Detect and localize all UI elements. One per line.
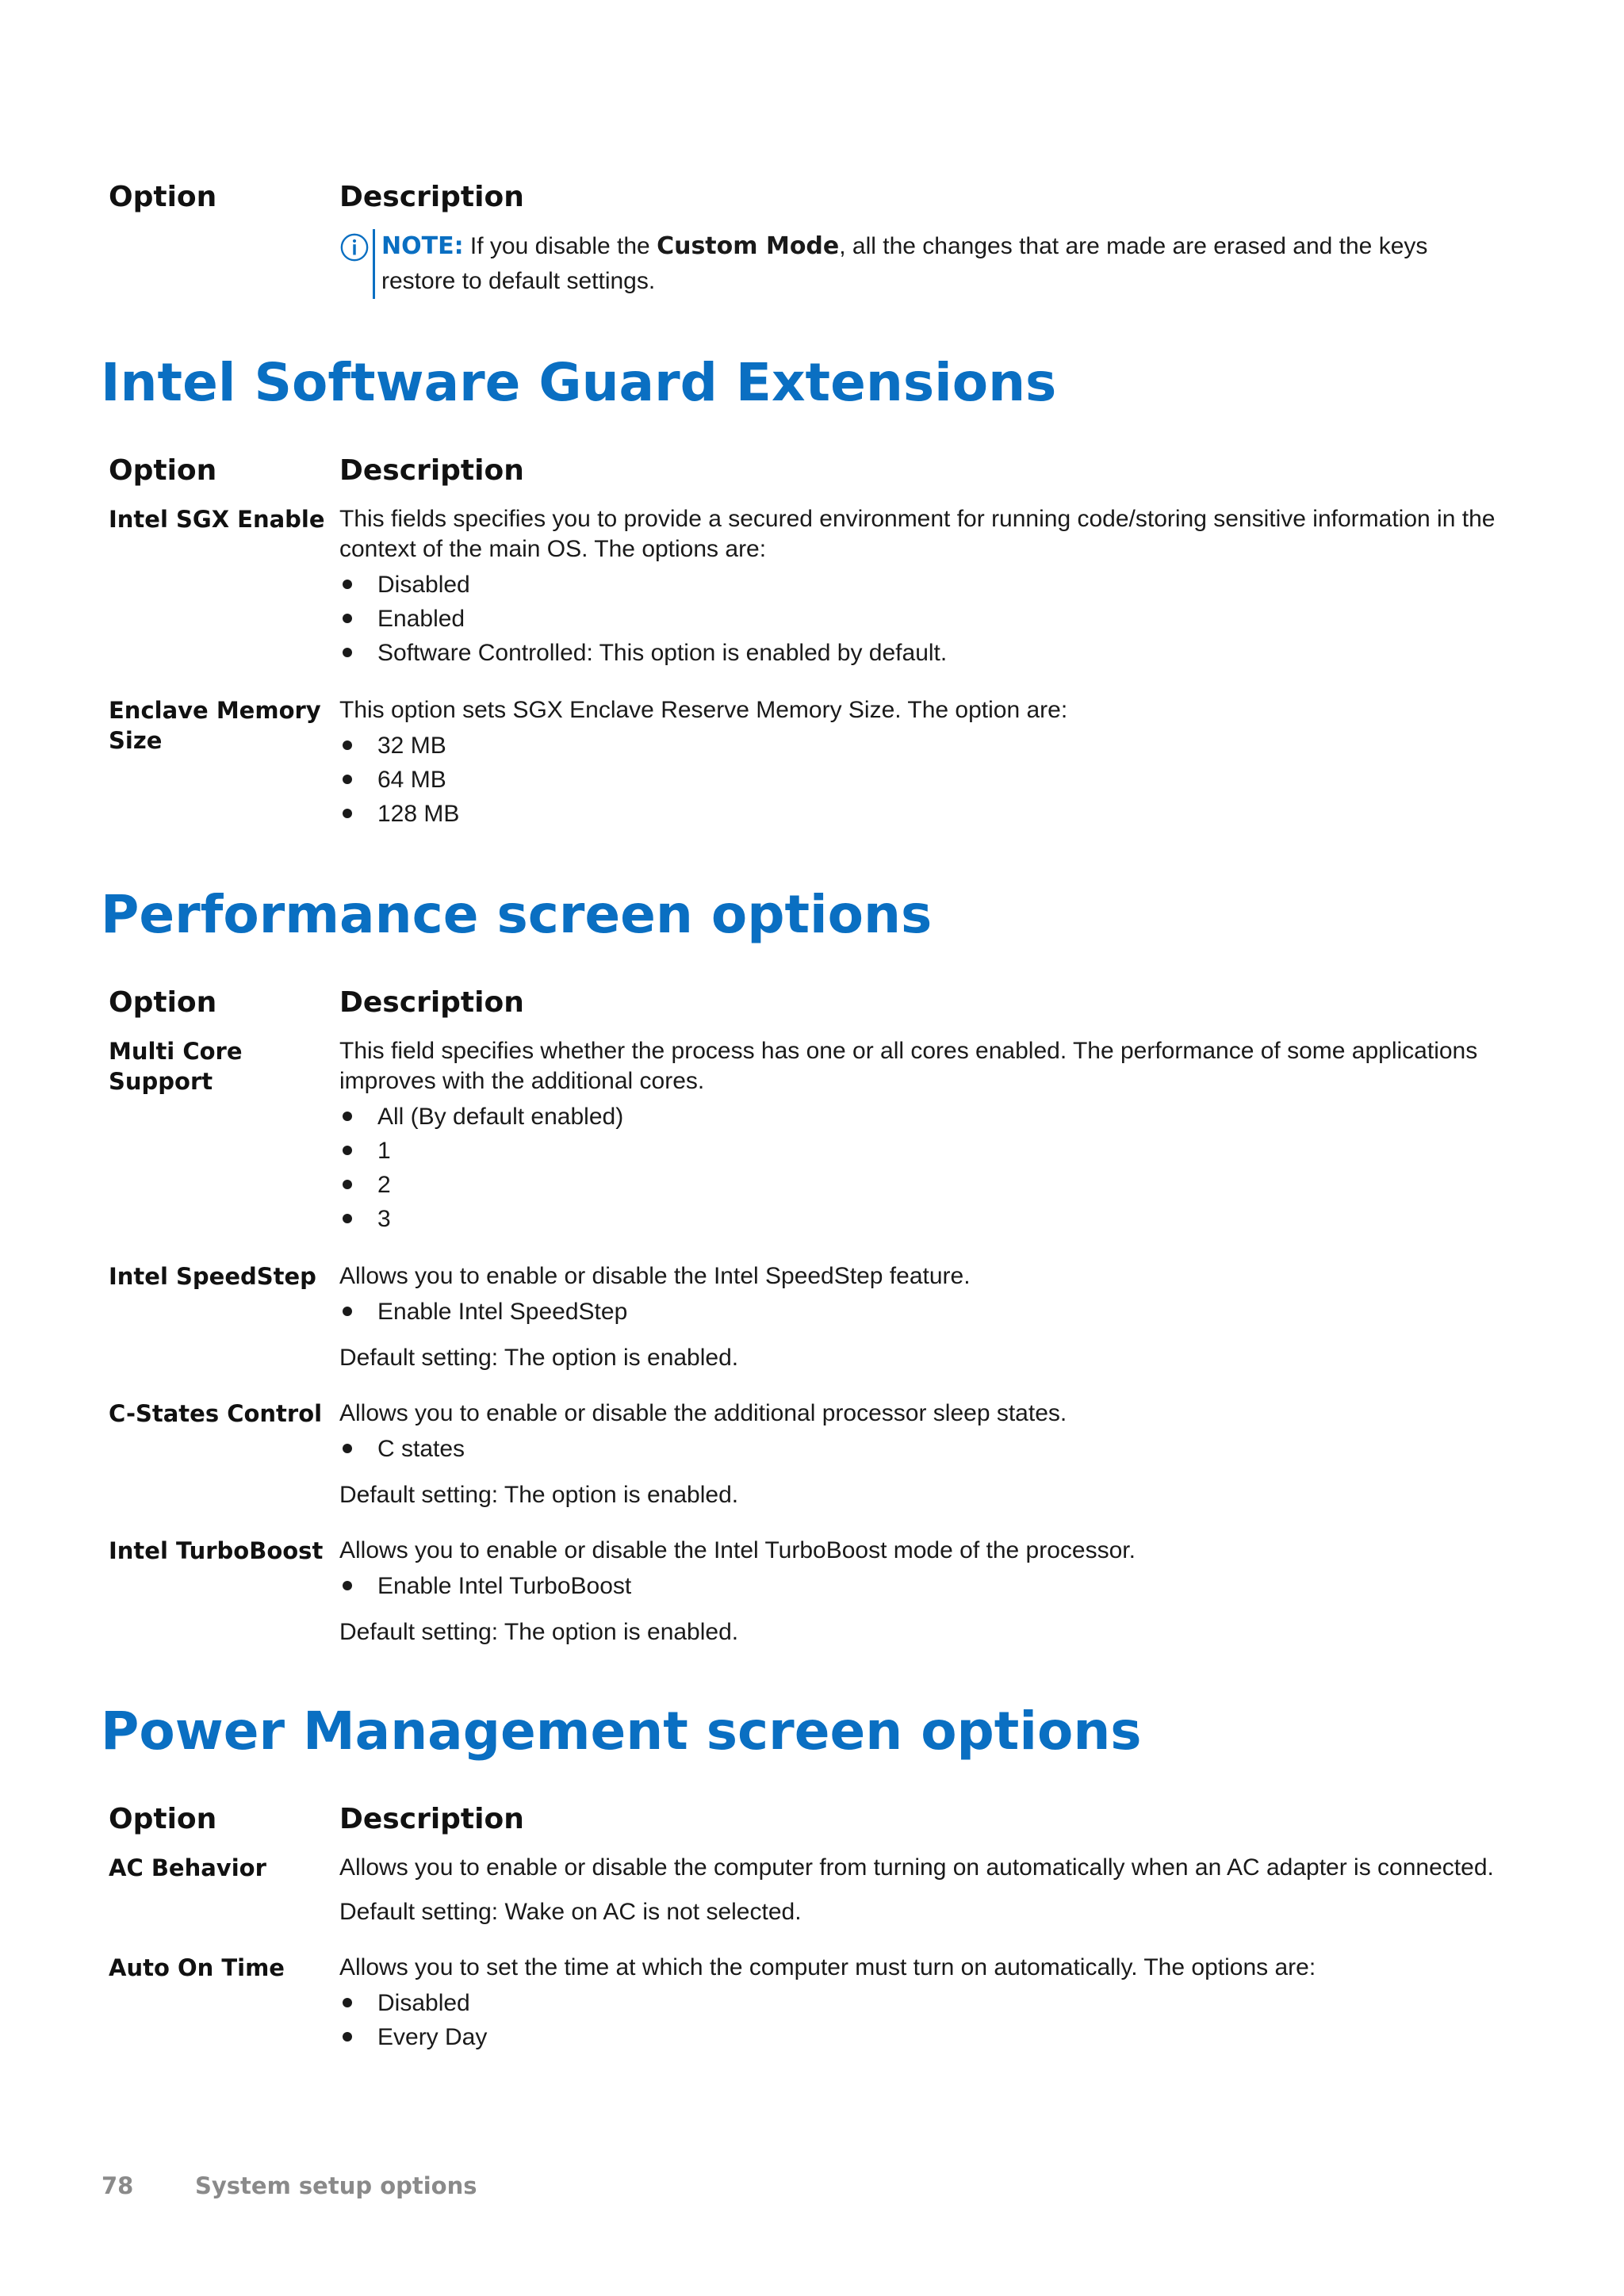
option-name: Intel SGX Enable — [109, 506, 325, 533]
list-item: Disabled — [339, 1986, 1505, 2020]
description-text: This option sets SGX Enclave Reserve Memory Size. The option are: — [339, 697, 1068, 723]
note-text — [381, 229, 1505, 299]
list-item: Enable Intel SpeedStep — [339, 1295, 1505, 1329]
description-text: Allows you to set the time at which the computer must turn on automatically. The options are: — [339, 1954, 1316, 1980]
option-name: Auto On Time — [109, 1954, 285, 1981]
section-title-performance: Performance screen options — [101, 884, 933, 945]
table-header — [102, 1803, 1505, 1835]
description-text: This field specifies whether the process has one or all cores enabled. The performance of some applications improves with the additional cores. — [339, 1038, 1478, 1094]
page-content — [102, 181, 1505, 2080]
note-text-after: , all the changes that are made are erased and the keys restore to default settings. — [381, 233, 1428, 294]
column-header-description: Description — [339, 1803, 524, 1835]
column-header-option: Option — [109, 986, 217, 1019]
note-text-before: If you disable the — [463, 233, 657, 259]
table-row — [102, 1261, 1505, 1373]
page-footer — [102, 2172, 477, 2199]
option-description — [339, 1953, 1505, 2054]
note-label: NOTE: — [381, 232, 464, 260]
option-description — [339, 695, 1505, 831]
page-number: 78 — [102, 2172, 134, 2199]
list-item: Enable Intel TurboBoost — [339, 1569, 1505, 1603]
description-text: Allows you to enable or disable the Intel TurboBoost mode of the processor. — [339, 1537, 1136, 1563]
option-list — [339, 1569, 1505, 1603]
table-header — [102, 986, 1505, 1019]
description-cell — [339, 231, 1505, 299]
list-item: C states — [339, 1432, 1505, 1466]
table-row — [102, 1399, 1505, 1510]
column-header-option: Option — [109, 181, 217, 213]
option-name: Multi Core Support — [109, 1038, 243, 1095]
option-name: C-States Control — [109, 1400, 323, 1427]
column-header-option: Option — [109, 454, 217, 487]
list-item: Software Controlled: This option is enabled by default. — [339, 636, 1505, 670]
list-item: 2 — [339, 1168, 1505, 1202]
option-list — [339, 1100, 1505, 1236]
column-header-description: Description — [339, 454, 524, 487]
option-list — [339, 1986, 1505, 2054]
description-text: This fields specifies you to provide a secured environment for running code/storing sensitive information in the context of the main OS. The options are: — [339, 506, 1496, 562]
list-item: Every Day — [339, 2020, 1505, 2054]
section-title-sgx: Intel Software Guard Extensions — [101, 352, 1057, 413]
default-setting: Default setting: The option is enabled. — [339, 1482, 739, 1508]
default-setting: Default setting: Wake on AC is not selected. — [339, 1899, 802, 1925]
description-text: Allows you to enable or disable the computer from turning on automatically when an AC adapter is connected. — [339, 1854, 1494, 1881]
table-row-note — [102, 231, 1505, 299]
table-row — [102, 1953, 1505, 2054]
table-row — [102, 504, 1505, 670]
note-bold-term: Custom Mode — [657, 232, 840, 260]
option-list — [339, 1432, 1505, 1466]
list-item: 32 MB — [339, 729, 1505, 763]
table-row — [102, 1536, 1505, 1647]
table-header — [102, 454, 1505, 487]
option-name: Enclave Memory Size — [109, 697, 321, 754]
column-header-option: Option — [109, 1803, 217, 1835]
option-list — [339, 568, 1505, 670]
option-description — [339, 1399, 1505, 1510]
option-description — [339, 1261, 1505, 1373]
list-item: 64 MB — [339, 763, 1505, 797]
default-setting: Default setting: The option is enabled. — [339, 1619, 739, 1645]
list-item: 3 — [339, 1202, 1505, 1236]
option-list — [339, 729, 1505, 831]
column-header-description: Description — [339, 181, 524, 213]
option-description — [339, 1036, 1505, 1236]
list-item: All (By default enabled) — [339, 1100, 1505, 1134]
default-setting: Default setting: The option is enabled. — [339, 1345, 739, 1371]
note-box — [339, 229, 1505, 299]
option-description — [339, 504, 1505, 670]
table-row — [102, 1853, 1505, 1927]
description-text: Allows you to enable or disable the Intel SpeedStep feature. — [339, 1263, 971, 1289]
option-list — [339, 1295, 1505, 1329]
section-title-power-management: Power Management screen options — [101, 1701, 1142, 1762]
option-description — [339, 1853, 1505, 1927]
table-row — [102, 1036, 1505, 1236]
option-description — [339, 1536, 1505, 1647]
table-row — [102, 695, 1505, 831]
option-name: Intel TurboBoost — [109, 1537, 324, 1564]
list-item: 1 — [339, 1134, 1505, 1168]
chapter-title: System setup options — [195, 2172, 477, 2199]
note-divider — [373, 229, 375, 299]
list-item: 128 MB — [339, 797, 1505, 831]
column-header-description: Description — [339, 986, 524, 1019]
info-circle-icon — [339, 232, 370, 262]
description-text: Allows you to enable or disable the additional processor sleep states. — [339, 1400, 1067, 1426]
table-header — [102, 181, 1505, 213]
list-item: Enabled — [339, 602, 1505, 636]
option-name: AC Behavior — [109, 1854, 266, 1881]
option-name: Intel SpeedStep — [109, 1263, 316, 1290]
list-item: Disabled — [339, 568, 1505, 602]
